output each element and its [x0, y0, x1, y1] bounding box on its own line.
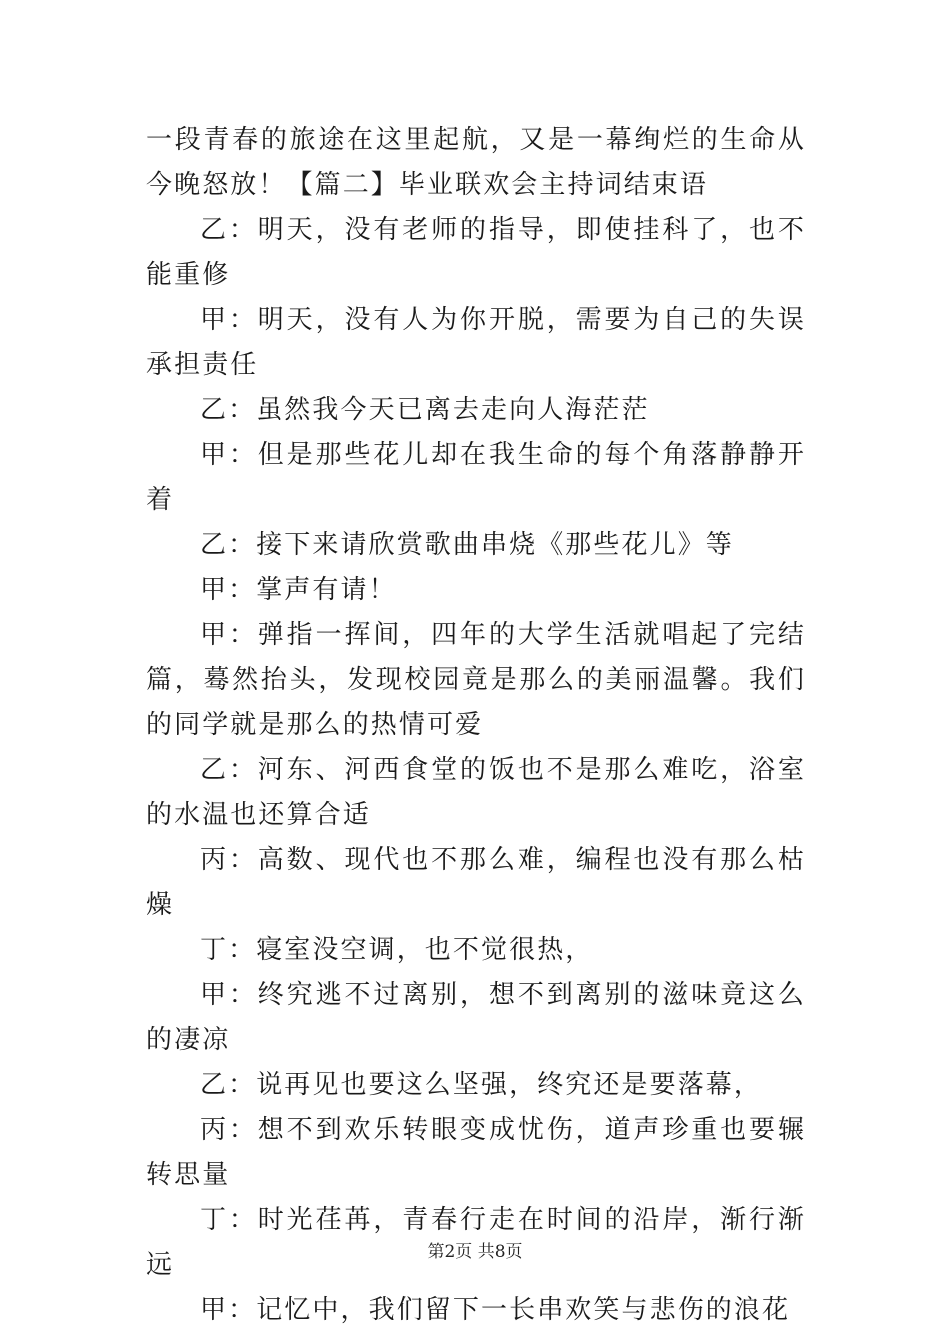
paragraph: 甲：掌声有请！: [200, 575, 397, 605]
paragraph: 丙：高数、现代也不那么难，编程也没有那么枯燥: [146, 845, 806, 920]
paragraph: 乙：河东、河西食堂的饭也不是那么难吃，浴室的水温也还算合适: [146, 755, 806, 830]
paragraph: 甲：明天，没有人为你开脱，需要为自己的失误承担责任: [146, 305, 806, 380]
paragraph: 甲：弹指一挥间，四年的大学生活就唱起了完结篇，蓦然抬头，发现校园竟是那么的美丽温馨。我们的同学就是那么的热情可爱: [146, 620, 806, 740]
paragraph: 乙：说再见也要这么坚强，终究还是要落幕，: [200, 1070, 763, 1100]
paragraph: 乙：接下来请欣赏歌曲串烧《那些花儿》等: [200, 530, 734, 560]
paragraph: 丙：想不到欢乐转眼变成忧伤，道声珍重也要辗转思量: [146, 1115, 806, 1190]
document-body: [146, 118, 806, 1333]
paragraph: 丁：时光荏苒，青春行走在时间的沿岸，渐行渐远: [146, 1205, 806, 1280]
paragraph: 甲：但是那些花儿却在我生命的每个角落静静开着: [146, 440, 806, 515]
paragraph: 丁：寝室没空调，也不觉很热，: [200, 935, 594, 965]
page-number-footer: 第2页 共8页: [427, 1242, 523, 1262]
paragraph: 一段青春的旅途在这里起航，又是一幕绚烂的生命从今晚怒放！【篇二】毕业联欢会主持词结束语: [146, 125, 806, 200]
paragraph: 乙：明天，没有老师的指导，即使挂科了，也不能重修: [146, 215, 806, 290]
paragraph: 乙：虽然我今天已离去走向人海茫茫: [200, 395, 650, 425]
paragraph: 甲：记忆中，我们留下一长串欢笑与悲伤的浪花: [200, 1295, 791, 1325]
paragraph: 甲：终究逃不过离别，想不到离别的滋味竟这么的凄凉: [146, 980, 806, 1055]
